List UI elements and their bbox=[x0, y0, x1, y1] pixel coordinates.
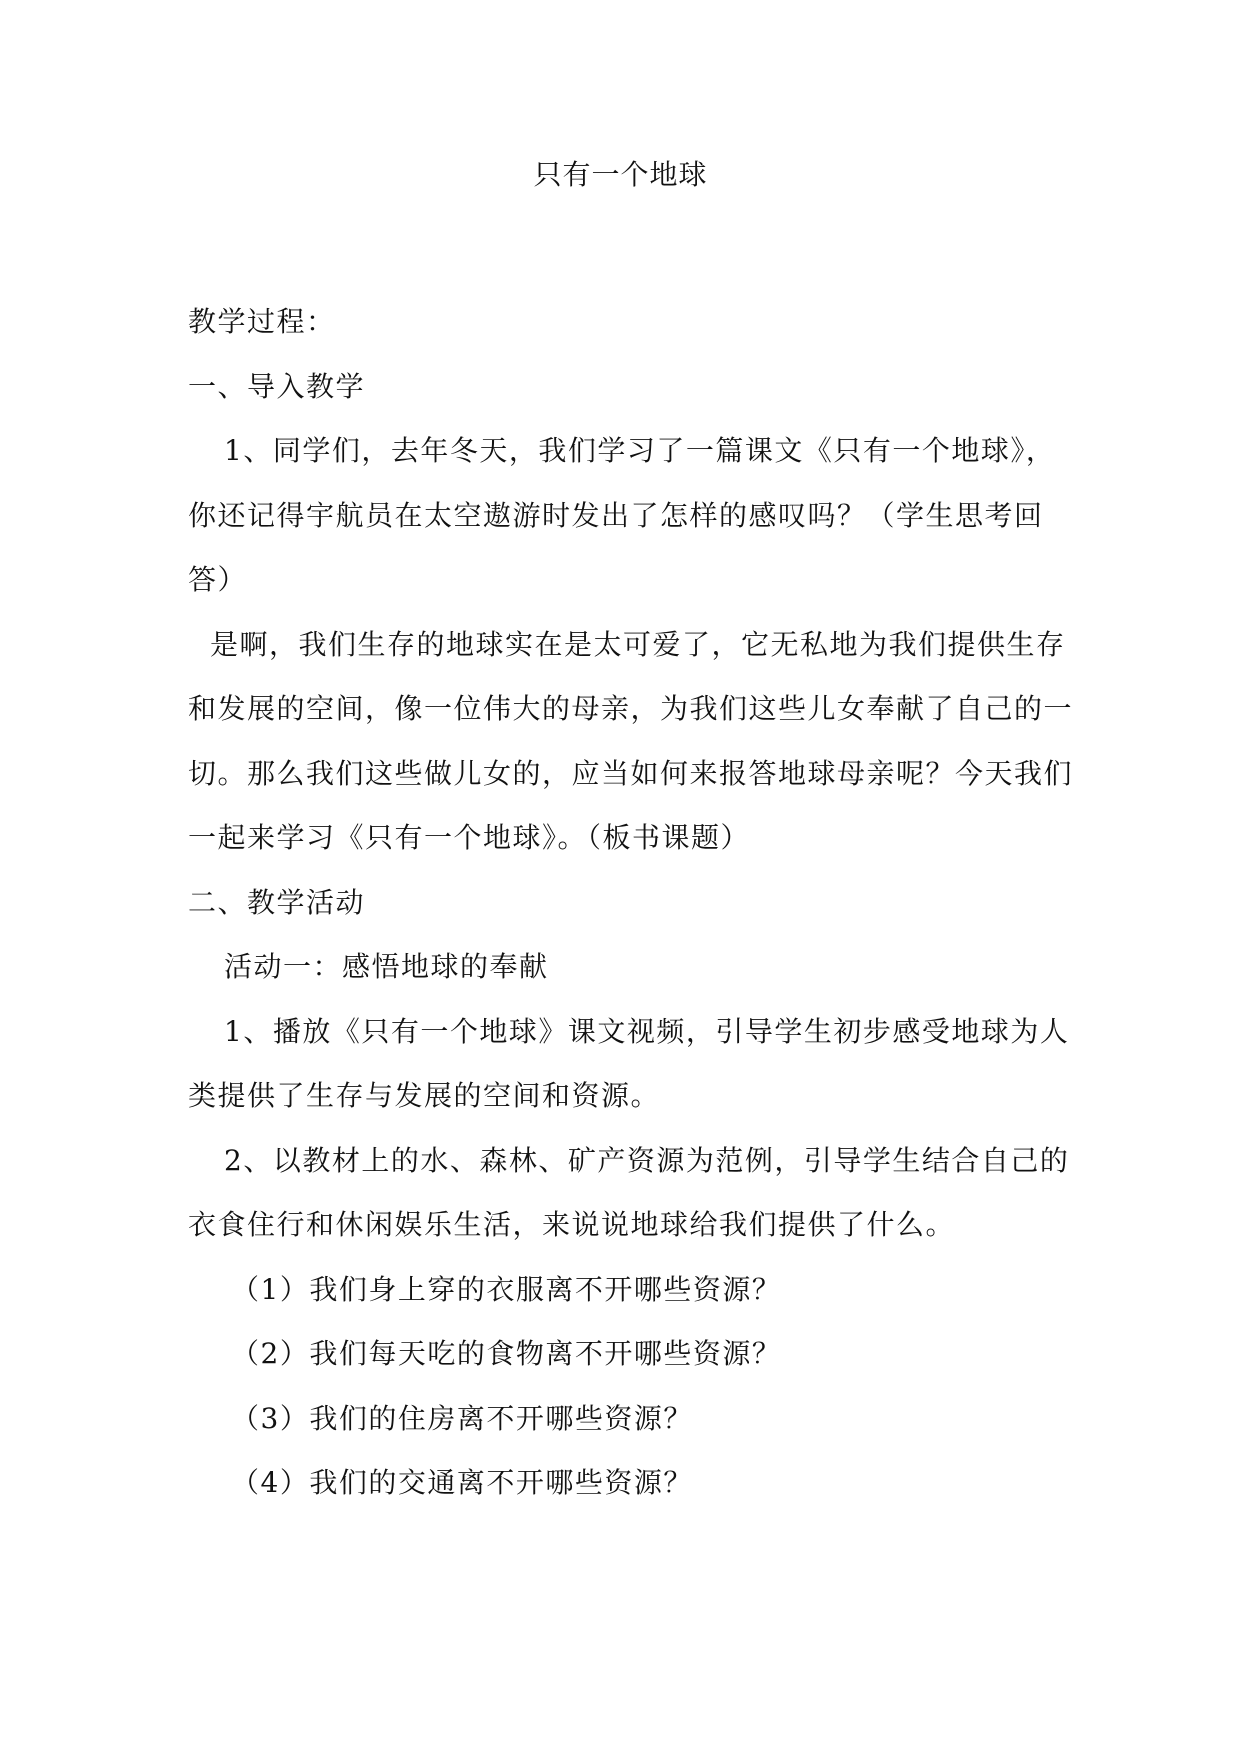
question-item: （3）我们的住房离不开哪些资源？ bbox=[231, 1401, 693, 1435]
question-item: （4）我们的交通离不开哪些资源？ bbox=[231, 1466, 693, 1499]
document-title: 只有一个地球 bbox=[533, 158, 708, 191]
paragraph-line: 一起来学习《只有一个地球》。（板书课题） bbox=[188, 821, 751, 854]
paragraph-line: 2、以教材上的水、森林、矿产资源为范例，引导学生结合自己的 bbox=[224, 1143, 1070, 1177]
paragraph-line: 和发展的空间，像一位伟大的母亲，为我们这些儿女奉献了自己的一 bbox=[188, 692, 1074, 725]
activity-heading: 活动一：感悟地球的奉献 bbox=[224, 950, 549, 983]
paragraph-line: 是啊，我们生存的地球实在是太可爱了，它无私地为我们提供生存 bbox=[210, 627, 1066, 661]
section-heading-introduction: 一、导入教学 bbox=[188, 369, 366, 403]
paragraph-line: 答） bbox=[188, 563, 248, 596]
paragraph-line: 你还记得宇航员在太空遨游时发出了怎样的感叹吗？（学生思考回 bbox=[188, 498, 1044, 532]
question-item: （2）我们每天吃的食物离不开哪些资源？ bbox=[231, 1337, 782, 1370]
paragraph-line: 1、同学们，去年冬天，我们学习了一篇课文《只有一个地球》， bbox=[224, 434, 1056, 467]
section-heading-teaching-process: 教学过程： bbox=[188, 305, 336, 338]
document-body bbox=[188, 290, 1074, 1516]
paragraph-line: 衣食住行和休闲娱乐生活，来说说地球给我们提供了什么。 bbox=[188, 1208, 956, 1241]
paragraph-line: 类提供了生存与发展的空间和资源。 bbox=[188, 1079, 661, 1112]
paragraph-line: 切。那么我们这些做儿女的，应当如何来报答地球母亲呢？今天我们 bbox=[188, 756, 1074, 790]
paragraph-line: 1、播放《只有一个地球》课文视频，引导学生初步感受地球为人 bbox=[224, 1014, 1070, 1048]
question-item: （1）我们身上穿的衣服离不开哪些资源？ bbox=[231, 1272, 782, 1306]
section-heading-activities: 二、教学活动 bbox=[188, 885, 366, 919]
